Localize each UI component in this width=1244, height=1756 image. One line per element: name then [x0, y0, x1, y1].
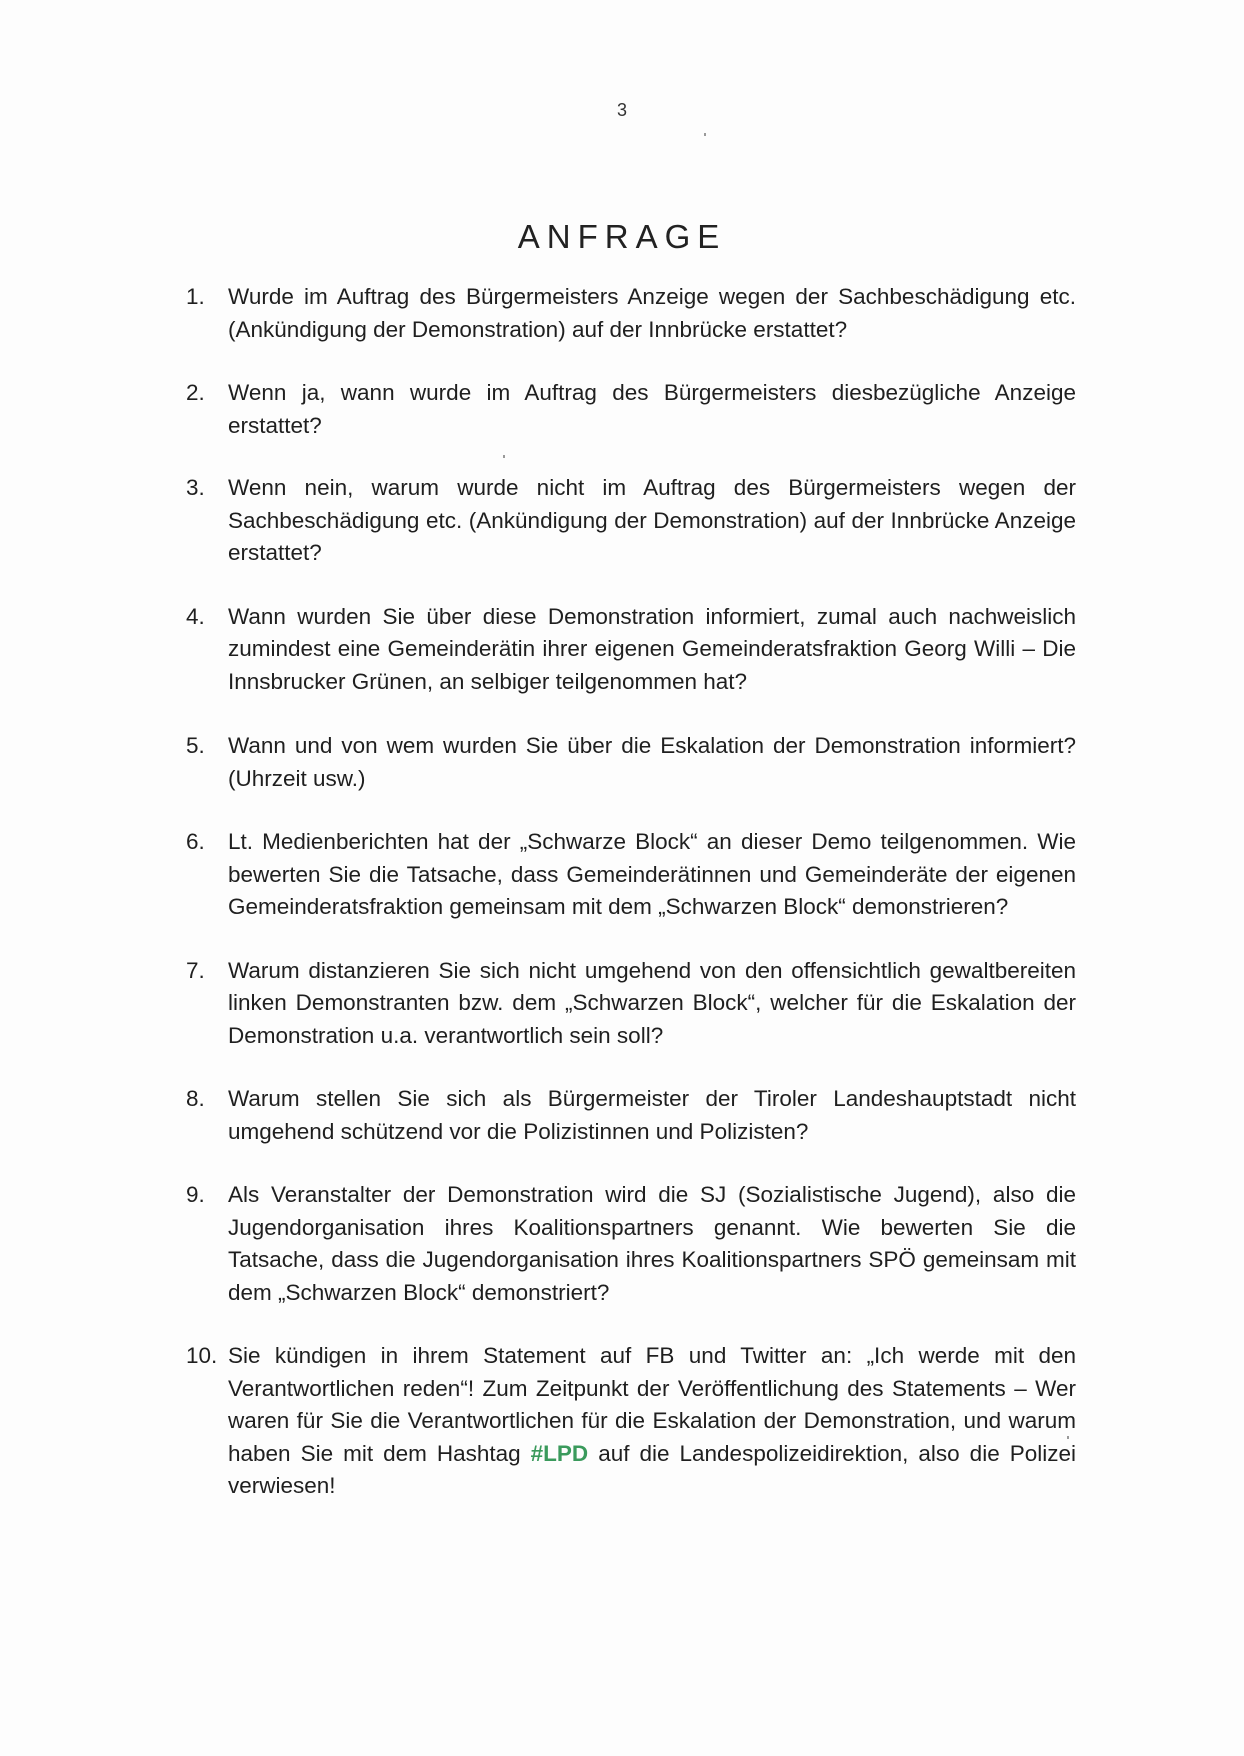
question-number: 6.	[186, 829, 205, 854]
question-text: Wann wurden Sie über diese Demonstration informiert, zumal auch nachweislich zumindest eine Gemeinderätin ihrer eigenen Gemeinderatsfraktion Georg Willi – Die Innsbrucker Grünen, an selbiger teilgenommen hat?	[228, 603, 1076, 694]
page-number: 3	[616, 100, 627, 120]
question-2	[186, 377, 1076, 442]
question-text: Warum stellen Sie sich als Bürgermeister der Tiroler Landeshauptstadt nicht umgehend schützend vor die Polizistinnen und Polizisten?	[228, 1086, 1076, 1144]
question-9	[186, 1179, 1076, 1309]
question-number: 4.	[186, 603, 205, 629]
question-number: 5.	[186, 733, 205, 758]
question-text: Lt. Medienberichten hat der „Schwarze Block“ an dieser Demo teilgenommen. Wie bewerten Sie die Tatsache, dass Gemeinderätinnen und Gemeinderäte der eigenen Gemeinderatsfraktion gemeinsam mit dem „Schwarzen Block“ demonstrieren?	[228, 829, 1076, 919]
question-text	[228, 1343, 1076, 1498]
scan-artifact	[503, 455, 505, 458]
question-7	[186, 955, 1076, 1053]
question-number: 8.	[186, 1086, 205, 1111]
question-10	[186, 1340, 1076, 1503]
question-text: Wenn nein, warum wurde nicht im Auftrag des Bürgermeisters wegen der Sachbeschädigung etc. (Ankündigung der Demonstration) auf der Innbrücke Anzeige erstattet?	[228, 475, 1076, 565]
question-number: 1.	[186, 284, 205, 309]
scan-artifact	[704, 133, 706, 136]
document-title: ANFRAGE	[517, 218, 727, 256]
question-1	[186, 281, 1076, 346]
question-8	[186, 1083, 1076, 1148]
question-text: Wurde im Auftrag des Bürgermeisters Anzeige wegen der Sachbeschädigung etc. (Ankündigung der Demonstration) auf der Innbrücke erstattet?	[228, 284, 1076, 342]
question-list	[186, 281, 1076, 1533]
question-text: Wenn ja, wann wurde im Auftrag des Bürgermeisters diesbezügliche Anzeige erstattet?	[228, 380, 1076, 438]
question-number: 7.	[186, 957, 205, 983]
question-number: 10.	[186, 1343, 218, 1368]
question-text: Wann und von wem wurden Sie über die Eskalation der Demonstration informiert? (Uhrzeit usw.)	[228, 733, 1076, 791]
question-text-part: auf die Landespolizeidirektion, also die Polizei verwiesen!	[228, 1440, 1076, 1498]
question-3	[186, 472, 1076, 570]
question-number: 3.	[186, 475, 205, 500]
question-text-part: Sie kündigen in ihrem Statement auf FB und Twitter an: „Ich werde mit den Verantwortlichen reden“! Zum Zeitpunkt der Veröffentlichung des Statements – Wer waren für Sie die Verantwortlichen für die Eskalation der Demonstration, und warum haben Sie mit dem Hashtag	[228, 1343, 1076, 1466]
scan-artifact	[1067, 1436, 1069, 1439]
question-number: 2.	[186, 380, 205, 405]
question-5	[186, 730, 1076, 795]
question-number: 9.	[186, 1182, 205, 1207]
question-4	[186, 601, 1076, 699]
hashtag-lpd: #LPD	[530, 1440, 589, 1466]
question-text: Warum distanzieren Sie sich nicht umgehend von den offensichtlich gewaltbereiten linken Demonstranten bzw. dem „Schwarzen Block“, welcher für die Eskalation der Demonstration u.a. verantwortlich sein soll?	[228, 957, 1076, 1048]
question-6	[186, 826, 1076, 924]
question-text: Als Veranstalter der Demonstration wird die SJ (Sozialistische Jugend), also die Jugendorganisation ihres Koalitionspartners genannt. Wie bewerten Sie die Tatsache, dass die Jugendorganisation ihres Koalitionspartners SPÖ gemeinsam mit dem „Schwarzen Block“ demonstriert?	[228, 1182, 1076, 1305]
